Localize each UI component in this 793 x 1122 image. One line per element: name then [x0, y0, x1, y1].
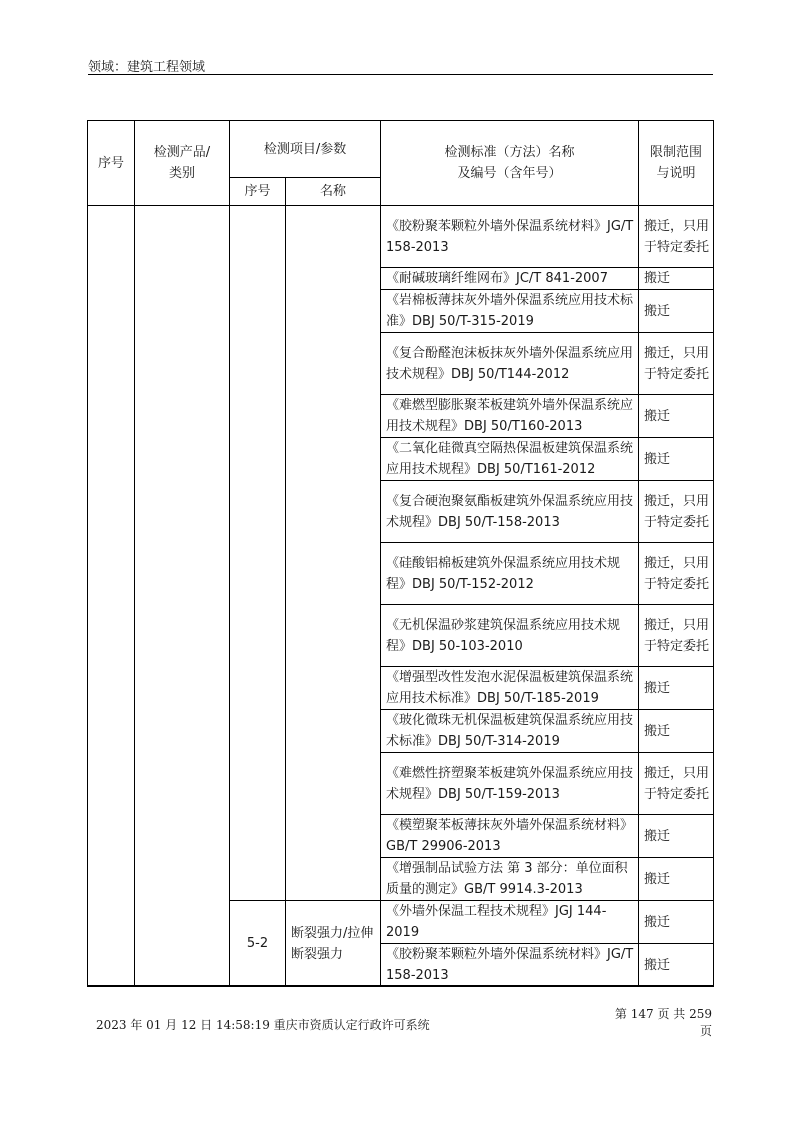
- domain-header: 领域：建筑工程领域: [88, 60, 206, 75]
- limit-cell: 搬迁: [639, 667, 714, 710]
- limit-cell: 搬迁，只用于特定委托: [639, 543, 714, 605]
- limit-cell: 搬迁: [639, 858, 714, 901]
- limit-cell: 搬迁，只用于特定委托: [639, 333, 714, 395]
- param-name-cell: 断裂强力/拉伸断裂强力: [286, 901, 381, 987]
- limit-cell: 搬迁: [639, 395, 714, 438]
- standard-cell: 《玻化微珠无机保温板建筑保温系统应用技术标准》DBJ 50/T-314-2019: [381, 710, 639, 753]
- standard-cell: 《二氧化硅微真空隔热保温板建筑保温系统应用技术规程》DBJ 50/T161-2012: [381, 438, 639, 481]
- header-standard: 检测标准（方法）名称及编号（含年号）: [381, 121, 639, 206]
- header-param-name: 名称: [286, 178, 381, 206]
- limit-cell: 搬迁，只用于特定委托: [639, 753, 714, 815]
- standard-cell: 《耐碱玻璃纤维网布》JC/T 841-2007: [381, 268, 639, 290]
- footer-page-info: 第 147 页 共 259 页: [614, 1007, 712, 1038]
- limit-cell: 搬迁: [639, 815, 714, 858]
- row-category-cell: [135, 206, 230, 987]
- standards-table: [87, 120, 714, 987]
- limit-cell: 搬迁，只用于特定委托: [639, 206, 714, 268]
- row-seq-cell: [88, 206, 135, 987]
- standard-cell: 《岩棉板薄抹灰外墙外保温系统应用技术标准》DBJ 50/T-315-2019: [381, 290, 639, 333]
- standard-cell: 《增强制品试验方法 第 3 部分：单位面积质量的测定》GB/T 9914.3-2013: [381, 858, 639, 901]
- header-rule: [88, 74, 713, 75]
- limit-cell: 搬迁，只用于特定委托: [639, 605, 714, 667]
- header-param-seq: 序号: [230, 178, 286, 206]
- standard-cell: 《复合硬泡聚氨酯板建筑外保温系统应用技术规程》DBJ 50/T-158-2013: [381, 481, 639, 543]
- header-category: 检测产品/类别: [135, 121, 230, 206]
- standard-cell: 《胶粉聚苯颗粒外墙外保温系统材料》JG/T 158-2013: [381, 206, 639, 268]
- footer-timestamp: 2023 年 01 月 12 日 14:58:19 重庆市资质认定行政许可系统: [96, 1018, 430, 1032]
- limit-cell: 搬迁: [639, 901, 714, 944]
- standard-cell: 《无机保温砂浆建筑保温系统应用技术规程》DBJ 50-103-2010: [381, 605, 639, 667]
- param-seq-cell: 5-2: [230, 901, 286, 987]
- standard-cell: 《硅酸铝棉板建筑外保温系统应用技术规程》DBJ 50/T-152-2012: [381, 543, 639, 605]
- standard-cell: 《增强型改性发泡水泥保温板建筑保温系统应用技术标准》DBJ 50/T-185-2019: [381, 667, 639, 710]
- param-name-cell: [286, 206, 381, 901]
- limit-cell: 搬迁: [639, 268, 714, 290]
- table-row: [88, 206, 714, 268]
- header-seq: 序号: [88, 121, 135, 206]
- standard-cell: 《模塑聚苯板薄抹灰外墙外保温系统材料》GB/T 29906-2013: [381, 815, 639, 858]
- header-limit: 限制范围与说明: [639, 121, 714, 206]
- param-seq-cell: [230, 206, 286, 901]
- limit-cell: 搬迁: [639, 438, 714, 481]
- limit-cell: 搬迁: [639, 710, 714, 753]
- standard-cell: 《胶粉聚苯颗粒外墙外保温系统材料》JG/T 158-2013: [381, 944, 639, 987]
- header-params: 检测项目/参数: [230, 121, 381, 178]
- standard-cell: 《外墙外保温工程技术规程》JGJ 144-2019: [381, 901, 639, 944]
- standard-cell: 《复合酚醛泡沫板抹灰外墙外保温系统应用技术规程》DBJ 50/T144-2012: [381, 333, 639, 395]
- standard-cell: 《难燃性挤塑聚苯板建筑外保温系统应用技术规程》DBJ 50/T-159-2013: [381, 753, 639, 815]
- limit-cell: 搬迁: [639, 290, 714, 333]
- standard-cell: 《难燃型膨胀聚苯板建筑外墙外保温系统应用技术规程》DBJ 50/T160-2013: [381, 395, 639, 438]
- limit-cell: 搬迁，只用于特定委托: [639, 481, 714, 543]
- footer-rule: [88, 985, 713, 986]
- limit-cell: 搬迁: [639, 944, 714, 987]
